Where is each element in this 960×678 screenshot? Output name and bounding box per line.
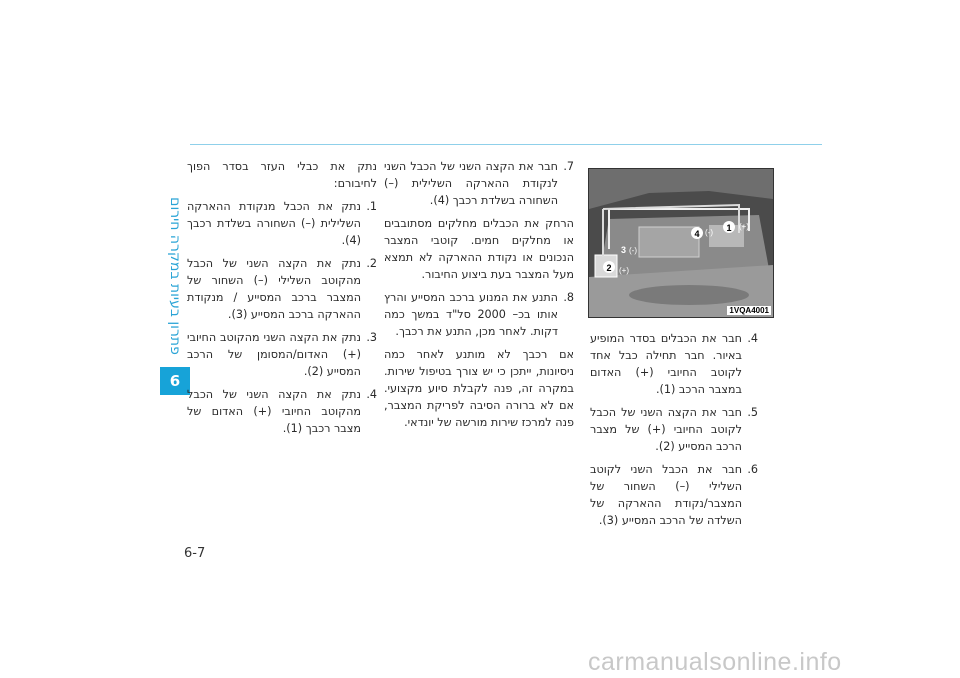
- paragraph: הרחק את הכבלים מחלקים מסתובבים או מחלקים חמים. קוטבי המצבר הנכונים או נקודת ההארקה לא תמצא מעל המצבר בעת ביצוע החיבור.: [384, 217, 574, 281]
- right-column: [590, 330, 758, 535]
- engine-bay-illustration: [589, 169, 773, 317]
- figure-code: 1VQA4001: [729, 306, 769, 315]
- item-number: 4.: [366, 388, 377, 401]
- item-text: חבר את הכבל השני לקוטב השלילי (–) השחור של המצבר/נקודת ההארקה של השלדה של הרכב המסייע (3).: [590, 463, 742, 527]
- middle-column: [384, 158, 574, 437]
- list-item: [187, 255, 377, 323]
- item-number: 6.: [747, 463, 758, 476]
- page-number: 6-7: [184, 546, 206, 561]
- item-text: נתק את הקצה השני של הכבל מהקוטב החיובי (+) האדום של מצבר רכבך (1).: [187, 388, 361, 435]
- item-text: התנע את המנוע ברכב המסייע והרץ אותו בכ– 2000 סל"ד במשך כמה דקות. לאחר מכן, התנע את רכבך.: [384, 291, 558, 338]
- callout-1: 1: [726, 223, 732, 233]
- list-item: [384, 158, 574, 209]
- list-item: [590, 461, 758, 529]
- sign-1: (+): [739, 222, 749, 231]
- sign-2: (+): [619, 266, 629, 275]
- list-item: [384, 289, 574, 340]
- watermark: carmanualsonline.info: [588, 648, 842, 676]
- paragraph: אם רכבך לא מותנע לאחר כמה ניסיונות, ייתכן כי יש צורך בטיפול שירות. במקרה זה, פנה לקבלת סיוע מקצועי. אם לא ברורה הסיבה לפריקת המצבר, פנה למרכז שירות מורשה של יונדאי.: [384, 348, 574, 429]
- header-rule: [190, 144, 822, 145]
- sign-4: (-): [705, 228, 713, 237]
- item-text: חבר את הקצה השני של הכבל לקוטב החיובי (+) של מצבר הרכב המסייע (2).: [590, 406, 742, 453]
- section-title-tab: [160, 196, 190, 356]
- item-number: 4.: [747, 332, 758, 345]
- callout-2: 2: [606, 263, 612, 273]
- jump-start-figure: [588, 168, 774, 318]
- item-text: חבר את הקצה השני של הכבל השני לנקודת ההארקה השלילית (–) השחורה בשלדת רכבך (4).: [384, 160, 558, 207]
- item-number: 1.: [366, 200, 377, 213]
- item-text: חבר את הכבלים בסדר המופיע באיור. חבר תחילה כבל אחד לקוטב החיובי (+) האדום במצבר הרכב (1).: [590, 332, 742, 396]
- item-text: נתק את הכבל מנקודת ההארקה השלילית (–) השחורה בשלדת רכבך (4).: [187, 200, 361, 247]
- chapter-number-badge: 6: [160, 367, 190, 395]
- item-text: נתק את הקצה השני מהקוטב החיובי (+) האדום/המסומן של הרכב המסייע (2).: [187, 331, 361, 378]
- item-number: 5.: [747, 406, 758, 419]
- list-item: [187, 198, 377, 249]
- section-title: פתרון בעיות במקרה חירום: [167, 197, 184, 355]
- list-item: [187, 386, 377, 437]
- list-item: [590, 330, 758, 398]
- item-text: נתק את הקצה השני של הכבל מהקוטב השלילי (–) השחור של המצבר ברכב המסייע / מנקודת ההארקה ברכב המסייע (3).: [187, 257, 361, 321]
- callout-3: 3: [621, 245, 627, 255]
- sign-3: (-): [629, 246, 637, 255]
- item-number: 3.: [366, 331, 377, 344]
- callout-4: 4: [694, 229, 700, 239]
- list-item: [590, 404, 758, 455]
- item-number: 7.: [563, 160, 574, 173]
- item-number: 8.: [563, 291, 574, 304]
- intro-text: נתק את כבלי העזר בסדר הפוך לחיבורם:: [187, 160, 377, 190]
- left-column: [187, 158, 377, 443]
- list-item: [187, 329, 377, 380]
- item-number: 2.: [366, 257, 377, 270]
